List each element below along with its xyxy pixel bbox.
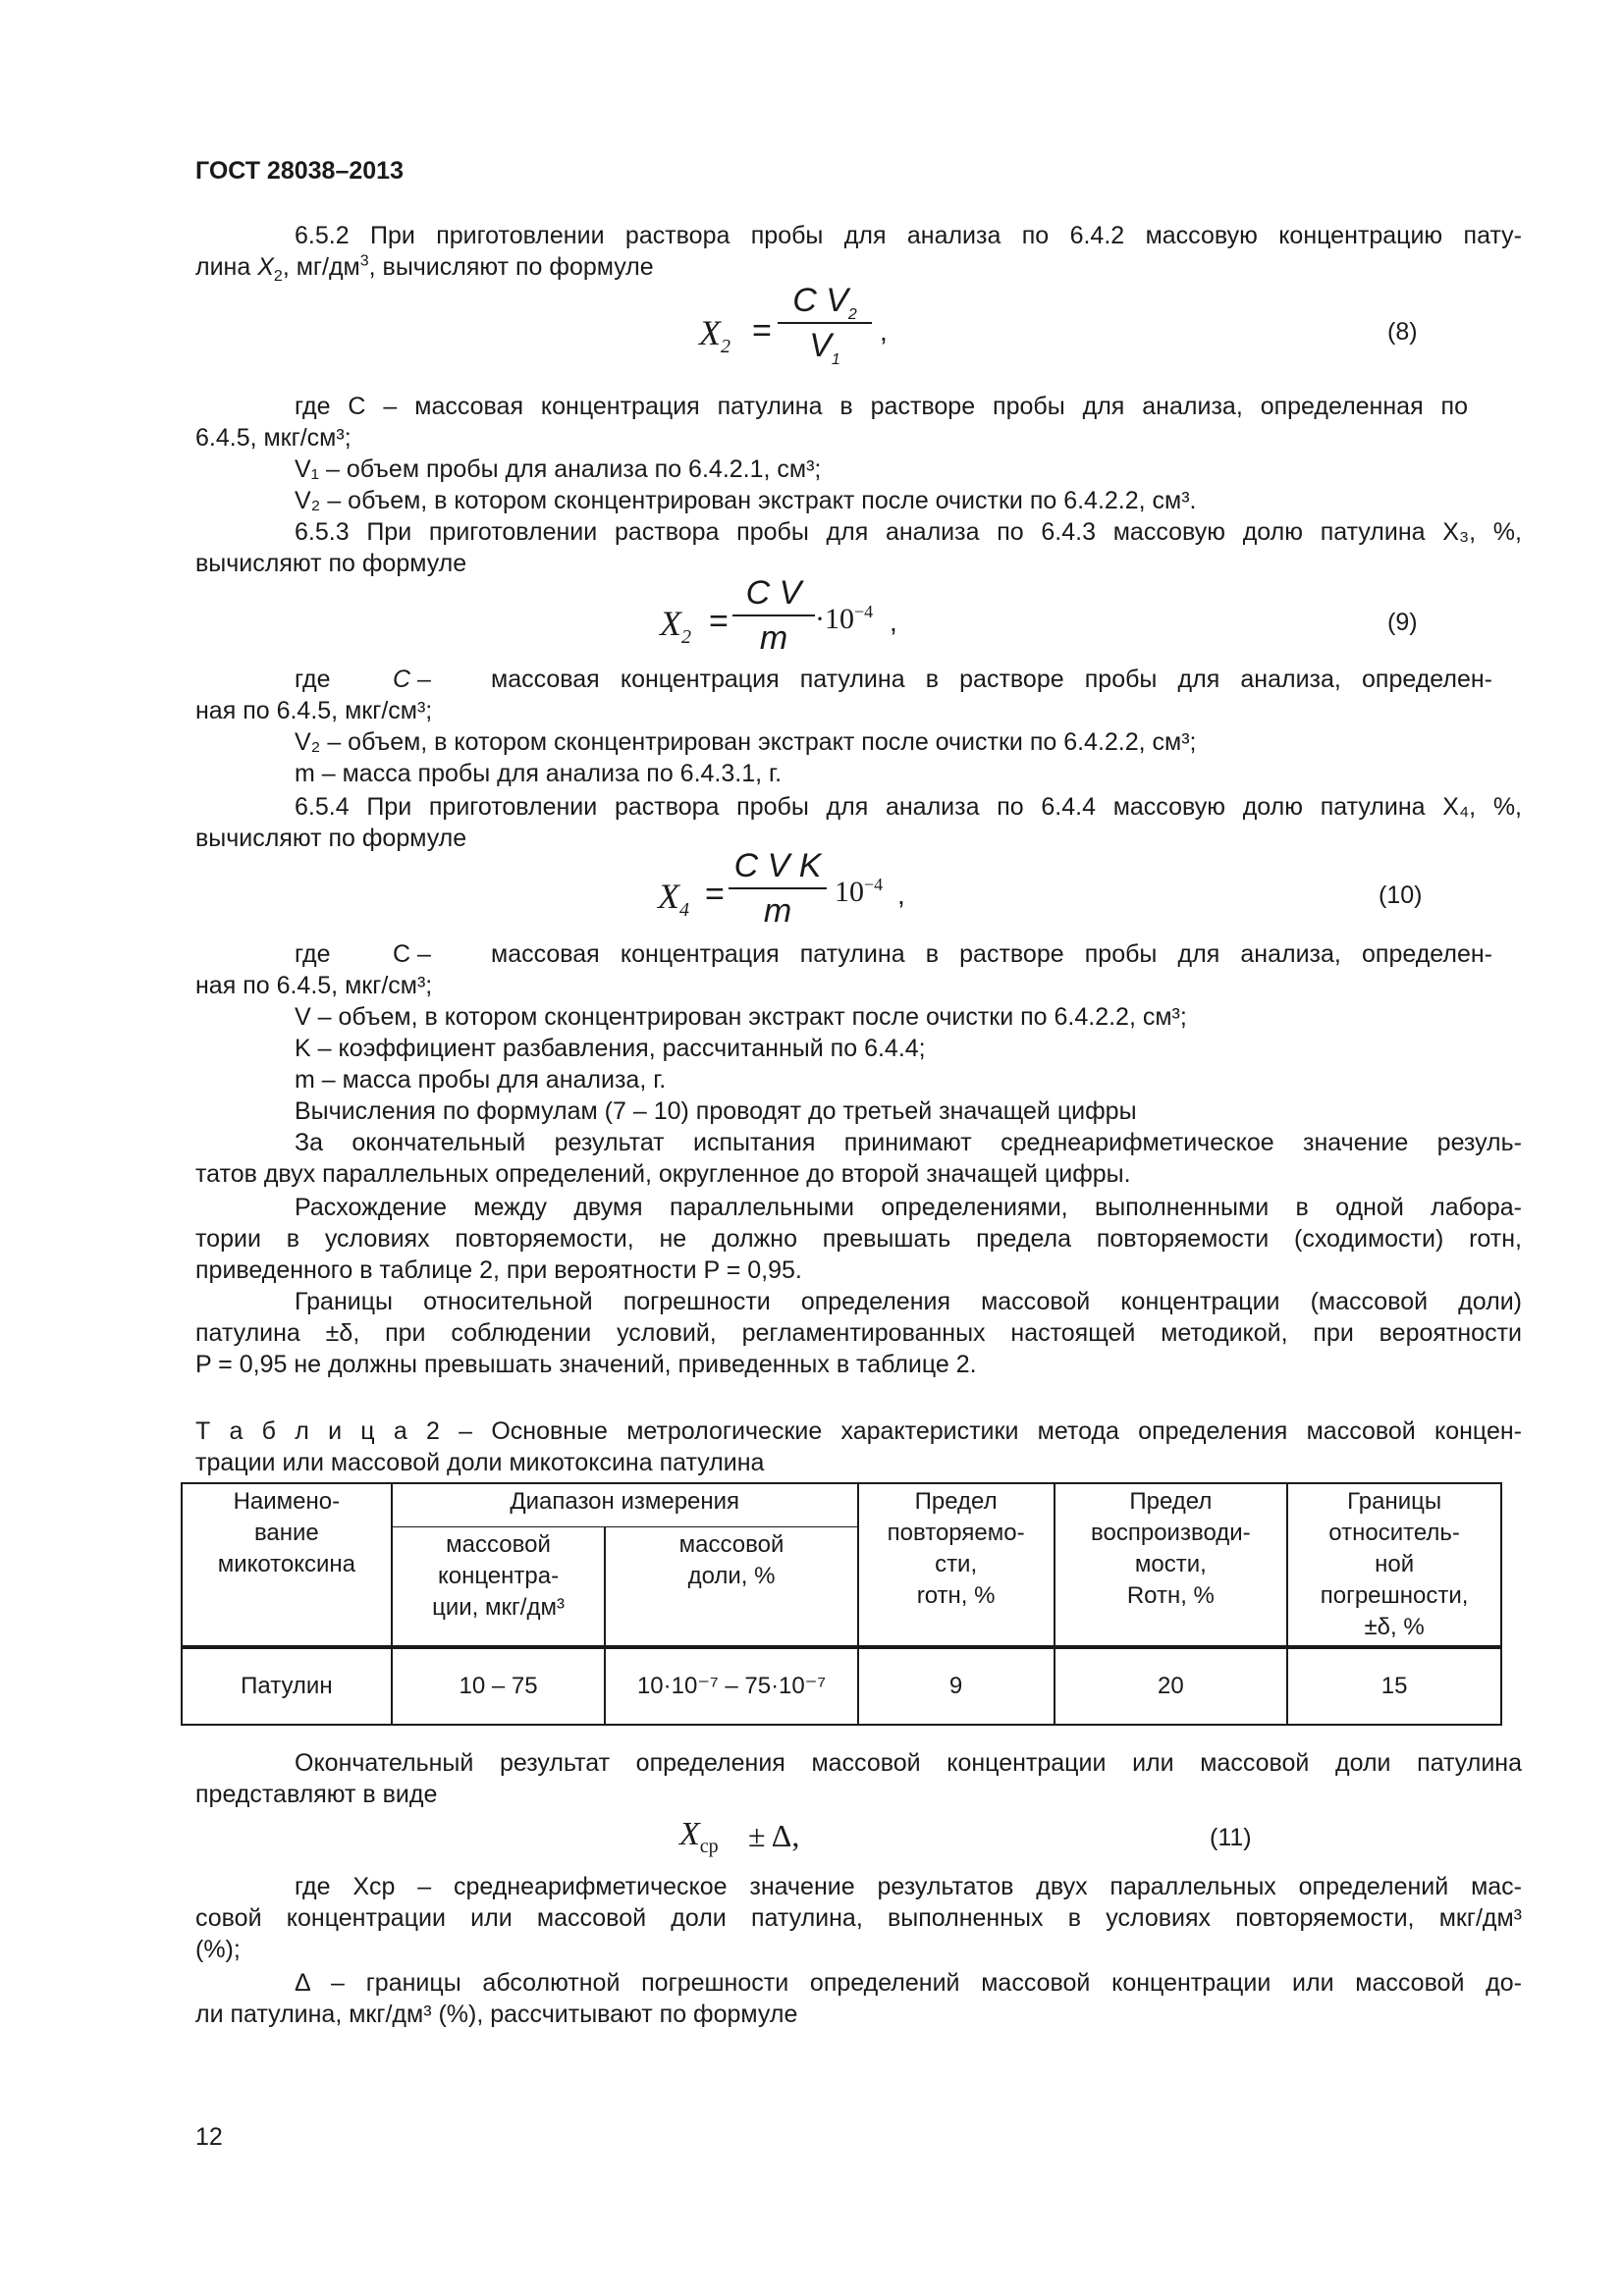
where9-line3: V₂ – объем, в котором сконцентрирован экстракт после очистки по 6.4.2.2, см³; [295, 728, 1197, 756]
th-reproducibility-limit: Предел воспроизводи- мости, Rотн, % [1055, 1483, 1288, 1647]
para-bounds-line1: Границы относительной погрешности определения массовой концентрации (массовой доли) [295, 1288, 1522, 1315]
document-header: ГОСТ 28038–2013 [195, 157, 404, 185]
where11-line4: Δ – границы абсолютной погрешности определений массовой концентрации или массовой до- [295, 1969, 1522, 1997]
eq9-number: (9) [1387, 609, 1418, 636]
where10-line5: m – масса пробы для анализа, г. [295, 1066, 667, 1094]
th-measurement-range: Диапазон измерения [392, 1483, 858, 1527]
eq9-comma: , [890, 607, 897, 637]
cell-repeatability: 9 [858, 1647, 1055, 1725]
metrology-table [181, 1482, 1502, 1726]
eq10-fraction: C V K m [729, 846, 827, 931]
s653-line1: 6.5.3 При приготовлении раствора пробы для анализа по 6.4.3 массовую долю патулина X₃, %, [295, 518, 1522, 546]
final-line2: представляют в виде [195, 1781, 438, 1808]
eq8-comma: , [880, 316, 888, 347]
s652-line2: лина $X_2$, $мг/дм^3$, вычисляют по формуле [195, 252, 654, 285]
eq11-number: (11) [1210, 1824, 1252, 1851]
th-mycotoxin-name: Наимено- вание микотоксина [182, 1483, 392, 1647]
eq11-lhs: $X_{ср}$ [679, 1816, 719, 1857]
where10-line3: V – объем, в котором сконцентрирован экстракт после очистки по 6.4.2.2, см³; [295, 1003, 1187, 1031]
para-discrepancy-line3: приведенного в таблице 2, при вероятности P = 0,95. [195, 1256, 802, 1284]
eq9-equals: = [709, 603, 729, 640]
page-number: 12 [195, 2123, 223, 2151]
where9-line2: ная по 6.4.5, мкг/см³; [195, 697, 433, 724]
s652-line1: 6.5.2 При приготовлении раствора пробы для анализа по 6.4.2 массовую концентрацию пату- [295, 222, 1522, 249]
th-repeatability-limit: Предел повторяемо- сти, rотн, % [858, 1483, 1055, 1647]
where11-line1: где Xср – среднеарифметическое значение результатов двух параллельных определений мас- [295, 1873, 1522, 1900]
where8-line2: 6.4.5, мкг/см³; [195, 424, 352, 452]
th-mass-fraction: массовой доли, % [605, 1527, 857, 1647]
eq9-multiplier: $\cdot 10^{-4}$ [815, 602, 874, 635]
where9-symbol: C – [393, 666, 431, 693]
eq8-lhs: $X_2$ [699, 313, 730, 358]
where11-line5: ли патулина, мкг/дм³ (%), рассчитывают по формуле [195, 2001, 798, 2028]
eq8-equals: = [752, 312, 772, 349]
th-mass-concentration: массовой концентра- ции, мкг/дм³ [392, 1527, 606, 1647]
eq8-number: (8) [1387, 318, 1418, 346]
where10-line1: массовая концентрация патулина в растворе пробы для анализа, определен- [491, 940, 1492, 968]
s654-line1: 6.5.4 При приготовлении раствора пробы для анализа по 6.4.4 массовую долю патулина X₄, %, [295, 793, 1522, 821]
para-final-result-line1: За окончательный результат испытания принимают среднеарифметическое значение резуль- [295, 1129, 1522, 1156]
cell-reproducibility: 20 [1055, 1647, 1288, 1725]
eq10-comma: , [897, 880, 905, 910]
eq9-fraction: C V m [732, 573, 815, 658]
para-discrepancy-line1: Расхождение между двумя параллельными определениями, выполненными в одной лабора- [295, 1194, 1522, 1221]
where9-line4: m – масса пробы для анализа по 6.4.3.1, г. [295, 760, 783, 787]
where8-line1: где C – массовая концентрация патулина в растворе пробы для анализа, определенная по [295, 393, 1468, 420]
where10-label: где [295, 940, 331, 968]
cell-name: Патулин [182, 1647, 392, 1725]
cell-fraction: 10·10⁻⁷ – 75·10⁻⁷ [605, 1647, 857, 1725]
s653-line2: вычисляют по формуле [195, 550, 467, 577]
th-relative-error-bounds: Границы относитель- ной погрешности, ±δ, % [1287, 1483, 1501, 1647]
para-calculations: Вычисления по формулам (7 – 10) проводят до третьей значащей цифры [295, 1097, 1137, 1125]
where10-line2: ная по 6.4.5, мкг/см³; [195, 972, 433, 999]
where11-line3: (%); [195, 1936, 241, 1963]
para-bounds-line2: патулина ±δ, при соблюдении условий, регламентированных настоящей методикой, при вероятности [195, 1319, 1522, 1347]
where8-line4: V₂ – объем, в котором сконцентрирован экстракт после очистки по 6.4.2.2, см³. [295, 487, 1197, 514]
where10-symbol: C – [393, 940, 431, 968]
where9-line1: массовая концентрация патулина в растворе пробы для анализа, определен- [491, 666, 1492, 693]
s654-line2: вычисляют по формуле [195, 825, 467, 852]
eq10-equals: = [705, 876, 725, 913]
table-caption-line1: Т а б л и ц а 2 – Основные метрологические характеристики метода определения массовой концен- [195, 1417, 1522, 1445]
eq10-number: (10) [1379, 881, 1423, 909]
eq10-lhs: $X_4$ [658, 877, 689, 922]
cell-relative-error: 15 [1287, 1647, 1501, 1725]
para-final-result-line2: татов двух параллельных определений, округленное до второй значащей цифры. [195, 1160, 1131, 1188]
table-caption-line2: трации или массовой доли микотоксина патулина [195, 1449, 765, 1476]
para-discrepancy-line2: тории в условиях повторяемости, не должно превышать предела повторяемости (сходимости) rотн, [195, 1225, 1522, 1253]
eq11-plusminus: ± Δ, [748, 1818, 800, 1853]
eq10-multiplier: $10^{-4}$ [835, 875, 884, 908]
where10-line4: K – коэффициент разбавления, рассчитанный по 6.4.4; [295, 1035, 926, 1062]
where9-label: где [295, 666, 331, 693]
where11-line2: совой концентрации или массовой доли патулина, выполненных в условиях повторяемости, мкг/дм³ [195, 1904, 1522, 1932]
eq8-fraction: C $V_2$ $V_1$ [778, 281, 872, 365]
cell-concentration: 10 – 75 [392, 1647, 606, 1725]
final-line1: Окончательный результат определения массовой концентрации или массовой доли патулина [295, 1749, 1522, 1777]
para-bounds-line3: P = 0,95 не должны превышать значений, приведенных в таблице 2. [195, 1351, 977, 1378]
eq9-lhs: $X_2$ [660, 604, 691, 649]
where8-line3: V₁ – объем пробы для анализа по 6.4.2.1, см³; [295, 455, 822, 483]
table-row [182, 1647, 1501, 1725]
